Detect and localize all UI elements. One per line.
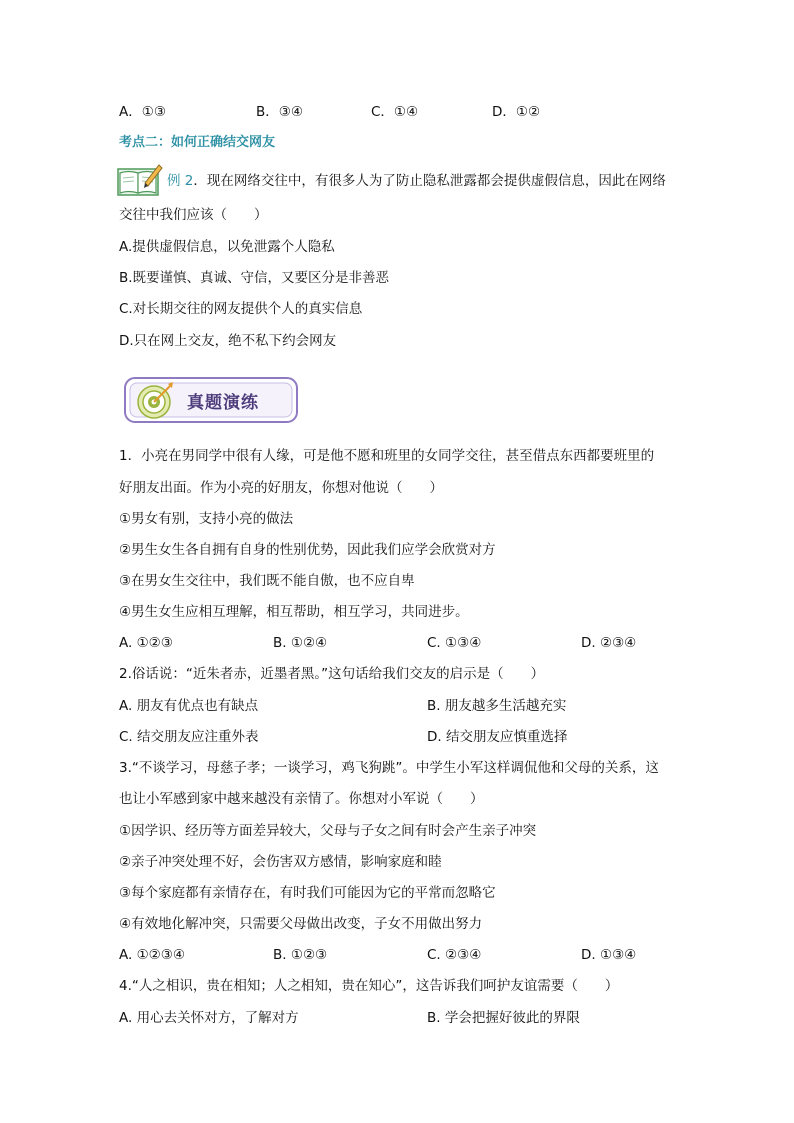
q4-option-a: A. 用心去关怀对方，了解对方 [119, 1010, 299, 1026]
section-heading-kaodian2: 考点二：如何正确结交网友 [119, 135, 276, 150]
example2-option-c: C.对长期交往的网友提供个人的真实信息 [119, 301, 363, 317]
example2-option-a: A.提供虚假信息，以免泄露个人隐私 [119, 239, 335, 255]
option-d: D．①② [492, 104, 541, 120]
q4-options-row1 [119, 1008, 679, 1028]
example2-option-d: D.只在网上交友，绝不私下约会网友 [119, 333, 337, 349]
q1-options-row [119, 633, 679, 653]
option-c: C．①④ [371, 104, 419, 120]
q2-option-a: A. 朋友有优点也有缺点 [119, 698, 259, 714]
option-a: A．①③ [119, 104, 166, 120]
example2-line1: 例 2．现在网络交往中，有很多人为了防止隐私泄露都会提供虚假信息，因此在网络 [167, 173, 666, 189]
q1-line1: 1．小亮在男同学中很有人缘，可是他不愿和班里的女同学交往，甚至借点东西都要班里的 [119, 448, 655, 464]
q3-statement-3: ③每个家庭都有亲情存在，有时我们可能因为它的平常而忽略它 [119, 885, 496, 901]
q2-option-d: D. 结交朋友应慎重选择 [427, 729, 568, 745]
q1-statement-3: ③在男女生交往中，我们既不能自傲，也不应自卑 [119, 573, 415, 589]
q2-options-row1 [119, 696, 679, 716]
q4-line1: 4.“人之相识，贵在相知；人之相知，贵在知心”，这告诉我们呵护友谊需要（ ） [119, 978, 619, 994]
q1-statement-1: ①男女有别，支持小亮的做法 [119, 511, 294, 527]
q3-statement-4: ④有效地化解冲突，只需要父母做出改变，子女不用做出努力 [119, 916, 483, 932]
q2-options-row2 [119, 727, 679, 747]
target-icon [135, 379, 177, 421]
q3-statement-2: ②亲子冲突处理不好，会伤害双方感情，影响家庭和睦 [119, 854, 442, 870]
q1-statement-4: ④男生女生应相互理解，相互帮助，相互学习，共同进步。 [119, 604, 469, 620]
q1-statement-2: ②男生女生各自拥有自身的性别优势，因此我们应学会欣赏对方 [119, 542, 496, 558]
q3-options-row [119, 945, 679, 965]
q2-option-c: C. 结交朋友应注重外表 [119, 729, 259, 745]
q3-option-b: B. ①②③ [273, 947, 328, 963]
option-b: B．③④ [256, 104, 303, 120]
q1-line2: 好朋友出面。作为小亮的好朋友，你想对他说（ ） [119, 480, 443, 496]
q1-option-c: C. ①③④ [427, 635, 482, 651]
example2-option-b: B.既要谨慎、真诚、守信，又要区分是非善恶 [119, 270, 390, 286]
q2-option-b: B. 朋友越多生活越充实 [427, 698, 567, 714]
q1-option-b: B. ①②④ [273, 635, 328, 651]
q1-option-d: D. ②③④ [581, 635, 637, 651]
q4-option-b: B. 学会把握好彼此的界限 [427, 1010, 580, 1026]
q3-option-d: D. ①③④ [581, 947, 637, 963]
q3-option-c: C. ②③④ [427, 947, 482, 963]
section-banner [123, 374, 301, 426]
banner-title: 真题演练 [187, 393, 259, 413]
q3-statement-1: ①因学识、经历等方面差异较大，父母与子女之间有时会产生亲子冲突 [119, 823, 537, 839]
q3-line1: 3.“不谈学习，母慈子孝；一谈学习，鸡飞狗跳”。中学生小军这样调侃他和父母的关系，这 [119, 760, 659, 776]
example-label: 例 2 [167, 173, 194, 189]
book-pencil-icon [117, 161, 163, 197]
q2-line1: 2.俗话说：“近朱者赤，近墨者黑。”这句话给我们交友的启示是（ ） [119, 666, 545, 682]
prev-options-row [119, 102, 679, 122]
q1-option-a: A. ①②③ [119, 635, 173, 651]
example2-line2: 交往中我们应该（ ） [119, 207, 268, 223]
q3-line2: 也让小军感到家中越来越没有亲情了。你想对小军说（ ） [119, 791, 484, 807]
q3-option-a: A. ①②③④ [119, 947, 185, 963]
